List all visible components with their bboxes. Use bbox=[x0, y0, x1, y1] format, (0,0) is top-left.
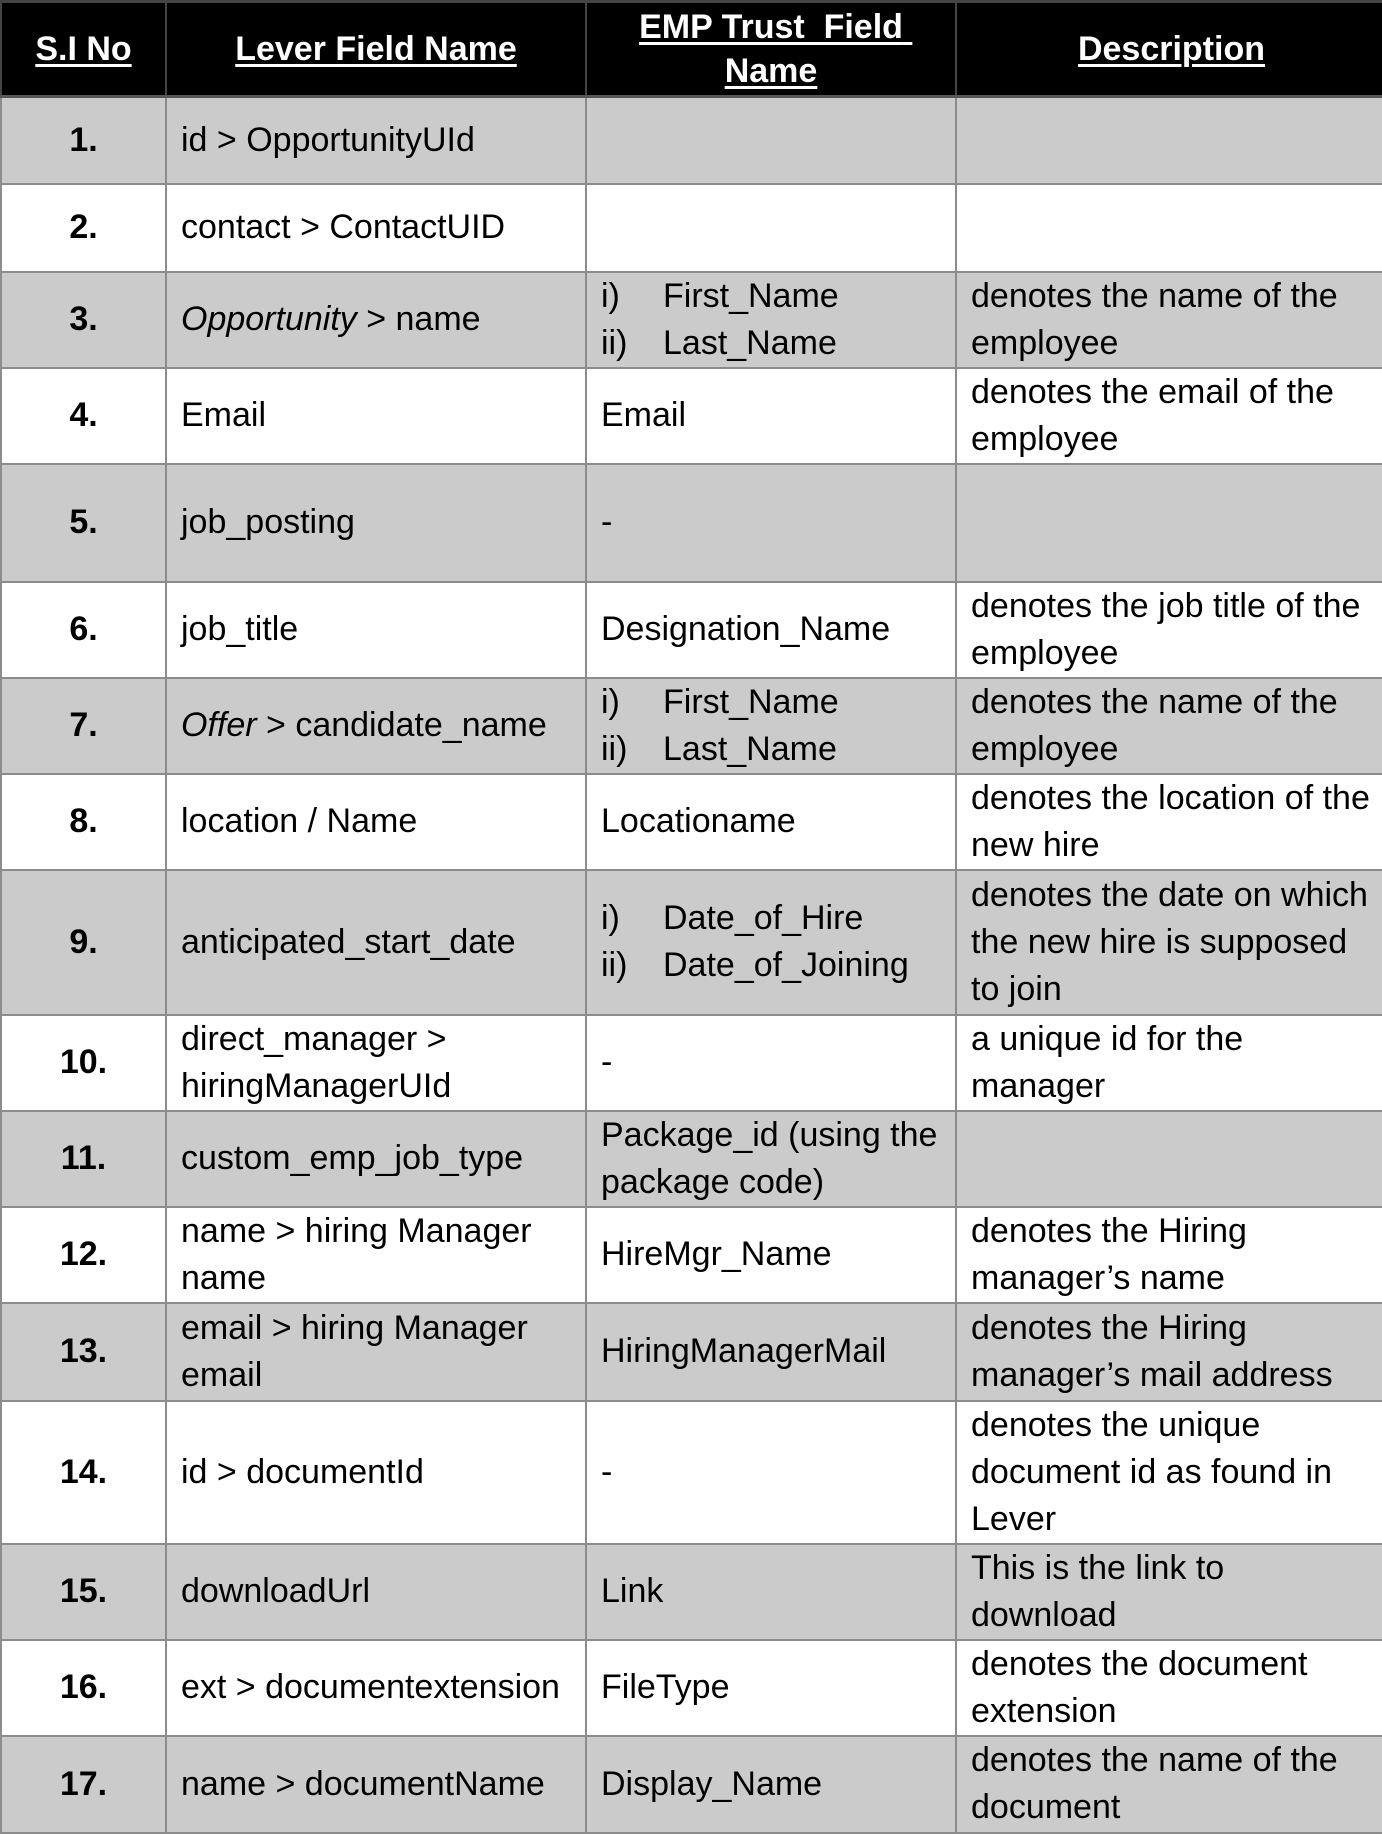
lever-field-cell bbox=[166, 678, 586, 774]
table-row-1 bbox=[1, 97, 1382, 184]
table-row-11 bbox=[1, 1111, 1382, 1207]
description-text: denotes the document extension bbox=[971, 1644, 1308, 1730]
emp-field-list-item bbox=[601, 679, 941, 726]
lever-field-name: job_title bbox=[181, 610, 299, 648]
serial-number: 10. bbox=[59, 1043, 108, 1081]
emp-field-name: Locationame bbox=[601, 802, 796, 840]
serial-number: 4. bbox=[69, 396, 98, 434]
emp-field-cell bbox=[586, 368, 956, 464]
lever-field-cell bbox=[166, 1544, 586, 1640]
emp-field-list-item bbox=[601, 273, 941, 320]
lever-field-cell bbox=[166, 464, 586, 582]
serial-number-cell bbox=[1, 1736, 166, 1833]
lever-field-cell bbox=[166, 272, 586, 368]
emp-field-name: - bbox=[601, 503, 613, 541]
serial-number: 11. bbox=[60, 1139, 107, 1177]
serial-number: 9. bbox=[69, 922, 98, 961]
emp-field-name: HireMgr_Name bbox=[601, 1235, 832, 1273]
lever-field-cell bbox=[166, 870, 586, 1015]
list-item-text: First_Name bbox=[663, 682, 839, 721]
lever-field-name: custom_emp_job_type bbox=[181, 1139, 524, 1177]
lever-field-name: direct_manager > hiringManagerUId bbox=[181, 1019, 452, 1105]
serial-number-cell bbox=[1, 184, 166, 272]
serial-number-cell bbox=[1, 1111, 166, 1207]
header-emp-field: EMP Trust Field Name bbox=[586, 2, 956, 97]
table-row-10 bbox=[1, 1015, 1382, 1111]
emp-field-cell bbox=[586, 678, 956, 774]
serial-number: 16. bbox=[59, 1668, 108, 1706]
emp-field-list bbox=[601, 273, 941, 367]
table-row-7 bbox=[1, 678, 1382, 774]
description-cell bbox=[956, 184, 1382, 272]
description-text: a unique id for the manager bbox=[971, 1019, 1244, 1105]
serial-number: 8. bbox=[69, 802, 98, 840]
serial-number-cell bbox=[1, 774, 166, 870]
emp-field-name: Link bbox=[601, 1572, 664, 1610]
serial-number-cell bbox=[1, 272, 166, 368]
emp-field-cell bbox=[586, 1640, 956, 1736]
description-cell bbox=[956, 1640, 1382, 1736]
description-cell bbox=[956, 1111, 1382, 1207]
lever-field-name: > name bbox=[356, 300, 481, 338]
lever-field-name: Email bbox=[181, 396, 267, 434]
emp-field-list-item bbox=[601, 942, 941, 989]
serial-number-cell bbox=[1, 1640, 166, 1736]
description-cell bbox=[956, 368, 1382, 464]
lever-field-name: downloadUrl bbox=[181, 1572, 370, 1610]
lever-field-name: email > hiring Manager email bbox=[181, 1308, 528, 1394]
list-marker: ii) bbox=[601, 729, 628, 768]
emp-field-list-item bbox=[601, 320, 941, 367]
table-row-9 bbox=[1, 870, 1382, 1015]
emp-field-cell bbox=[586, 1015, 956, 1111]
emp-field-name: FileType bbox=[601, 1668, 730, 1706]
list-marker: ii) bbox=[601, 323, 628, 362]
emp-field-name: HiringManagerMail bbox=[601, 1332, 887, 1370]
description-cell bbox=[956, 582, 1382, 678]
list-marker: i) bbox=[601, 276, 620, 315]
lever-field-name: name > documentName bbox=[181, 1764, 545, 1803]
emp-field-name: - bbox=[601, 1043, 613, 1081]
table-row-13 bbox=[1, 1303, 1382, 1401]
description-text: denotes the Hiring manager’s name bbox=[971, 1211, 1247, 1297]
emp-field-cell bbox=[586, 774, 956, 870]
list-item-text: Date_of_Hire bbox=[663, 899, 864, 937]
serial-number-cell bbox=[1, 1015, 166, 1111]
header-row bbox=[1, 2, 1382, 97]
lever-field-name: id > documentId bbox=[181, 1452, 424, 1491]
emp-field-cell bbox=[586, 97, 956, 184]
description-cell bbox=[956, 678, 1382, 774]
emp-field-name: - bbox=[601, 1452, 613, 1491]
description-text: denotes the name of the employee bbox=[971, 276, 1338, 362]
serial-number: 1. bbox=[69, 120, 98, 159]
serial-number-cell bbox=[1, 1544, 166, 1640]
lever-field-cell bbox=[166, 582, 586, 678]
description-cell bbox=[956, 272, 1382, 368]
serial-number-cell bbox=[1, 678, 166, 774]
list-marker: i) bbox=[601, 899, 620, 937]
emp-field-cell bbox=[586, 1736, 956, 1833]
table-row-17 bbox=[1, 1736, 1382, 1833]
description-cell bbox=[956, 774, 1382, 870]
description-text: denotes the email of the employee bbox=[971, 372, 1334, 458]
table-body bbox=[1, 97, 1382, 1833]
emp-field-name: Designation_Name bbox=[601, 610, 891, 648]
serial-number-cell bbox=[1, 368, 166, 464]
list-item-text: First_Name bbox=[663, 276, 839, 315]
serial-number: 7. bbox=[69, 706, 98, 744]
lever-field-name: contact > ContactUID bbox=[181, 208, 506, 246]
emp-field-cell bbox=[586, 272, 956, 368]
table-row-15 bbox=[1, 1544, 1382, 1640]
serial-number: 3. bbox=[69, 300, 98, 338]
lever-field-cell bbox=[166, 1111, 586, 1207]
description-cell bbox=[956, 870, 1382, 1015]
description-cell bbox=[956, 1544, 1382, 1640]
emp-field-cell bbox=[586, 464, 956, 582]
emp-field-name: Package_id (using the package code) bbox=[601, 1115, 938, 1201]
list-marker: ii) bbox=[601, 946, 628, 984]
description-text: denotes the date on which the new hire is supposed to join bbox=[971, 875, 1368, 1008]
serial-number-cell bbox=[1, 1303, 166, 1401]
table-row-5 bbox=[1, 464, 1382, 582]
lever-field-italic-prefix: Offer bbox=[181, 706, 257, 744]
emp-field-cell bbox=[586, 1111, 956, 1207]
header-description: Description bbox=[956, 2, 1382, 97]
list-item-text: Date_of_Joining bbox=[663, 946, 909, 984]
table-row-4 bbox=[1, 368, 1382, 464]
serial-number: 12. bbox=[59, 1235, 108, 1273]
description-cell bbox=[956, 1401, 1382, 1544]
serial-number-cell bbox=[1, 582, 166, 678]
lever-field-cell bbox=[166, 1736, 586, 1833]
emp-field-cell bbox=[586, 870, 956, 1015]
lever-field-cell bbox=[166, 1401, 586, 1544]
serial-number: 14. bbox=[59, 1452, 108, 1491]
lever-field-cell bbox=[166, 1303, 586, 1401]
description-cell bbox=[956, 1736, 1382, 1833]
header-sno: S.I No bbox=[1, 2, 166, 97]
description-cell bbox=[956, 97, 1382, 184]
table-header bbox=[1, 2, 1382, 97]
table-row-14 bbox=[1, 1401, 1382, 1544]
serial-number: 17. bbox=[59, 1764, 108, 1803]
description-cell bbox=[956, 1207, 1382, 1303]
lever-field-name: ext > documentextension bbox=[181, 1668, 560, 1706]
lever-field-name: > candidate_name bbox=[256, 706, 547, 744]
lever-field-name: location / Name bbox=[181, 802, 418, 840]
lever-field-cell bbox=[166, 1015, 586, 1111]
lever-field-name: name > hiring Manager name bbox=[181, 1211, 532, 1297]
lever-field-cell bbox=[166, 774, 586, 870]
lever-field-cell bbox=[166, 184, 586, 272]
emp-field-list bbox=[601, 679, 941, 773]
lever-field-cell bbox=[166, 1640, 586, 1736]
serial-number: 2. bbox=[69, 208, 98, 246]
lever-field-cell bbox=[166, 1207, 586, 1303]
emp-field-cell bbox=[586, 184, 956, 272]
list-marker: i) bbox=[601, 682, 620, 721]
serial-number: 6. bbox=[69, 610, 98, 648]
table-row-16 bbox=[1, 1640, 1382, 1736]
description-text: denotes the name of the employee bbox=[971, 682, 1338, 768]
table-row-8 bbox=[1, 774, 1382, 870]
list-item-text: Last_Name bbox=[663, 729, 837, 768]
description-text: denotes the job title of the employee bbox=[971, 586, 1361, 672]
description-text: denotes the unique document id as found in Lever bbox=[971, 1405, 1333, 1538]
serial-number: 5. bbox=[69, 503, 98, 541]
table-row-2 bbox=[1, 184, 1382, 272]
table-row-3 bbox=[1, 272, 1382, 368]
emp-field-list bbox=[601, 895, 941, 989]
emp-field-name: Email bbox=[601, 396, 687, 434]
table-row-12 bbox=[1, 1207, 1382, 1303]
lever-field-cell bbox=[166, 97, 586, 184]
list-item-text: Last_Name bbox=[663, 323, 837, 362]
serial-number: 13. bbox=[59, 1332, 108, 1370]
description-cell bbox=[956, 464, 1382, 582]
emp-field-list-item bbox=[601, 895, 941, 942]
lever-field-name: job_posting bbox=[181, 503, 355, 541]
table-row-6 bbox=[1, 582, 1382, 678]
description-cell bbox=[956, 1303, 1382, 1401]
serial-number-cell bbox=[1, 97, 166, 184]
lever-field-name: id > OpportunityUId bbox=[181, 120, 475, 159]
description-text: denotes the name of the document bbox=[971, 1741, 1338, 1826]
emp-field-cell bbox=[586, 1544, 956, 1640]
description-text: denotes the location of the new hire bbox=[971, 778, 1370, 864]
serial-number-cell bbox=[1, 1401, 166, 1544]
serial-number-cell bbox=[1, 464, 166, 582]
emp-field-cell bbox=[586, 1401, 956, 1544]
emp-field-name: Display_Name bbox=[601, 1764, 823, 1803]
lever-field-italic-prefix: Opportunity bbox=[181, 300, 357, 338]
emp-field-cell bbox=[586, 1303, 956, 1401]
description-text: This is the link to download bbox=[971, 1548, 1225, 1634]
lever-field-name: anticipated_start_date bbox=[181, 922, 516, 961]
description-cell bbox=[956, 1015, 1382, 1111]
serial-number-cell bbox=[1, 870, 166, 1015]
serial-number-cell bbox=[1, 1207, 166, 1303]
header-lever-field: Lever Field Name bbox=[166, 2, 586, 97]
emp-field-list-item bbox=[601, 726, 941, 773]
emp-field-cell bbox=[586, 1207, 956, 1303]
emp-field-cell bbox=[586, 582, 956, 678]
description-text: denotes the Hiring manager’s mail address bbox=[971, 1308, 1333, 1394]
serial-number: 15. bbox=[59, 1572, 108, 1610]
lever-field-cell bbox=[166, 368, 586, 464]
